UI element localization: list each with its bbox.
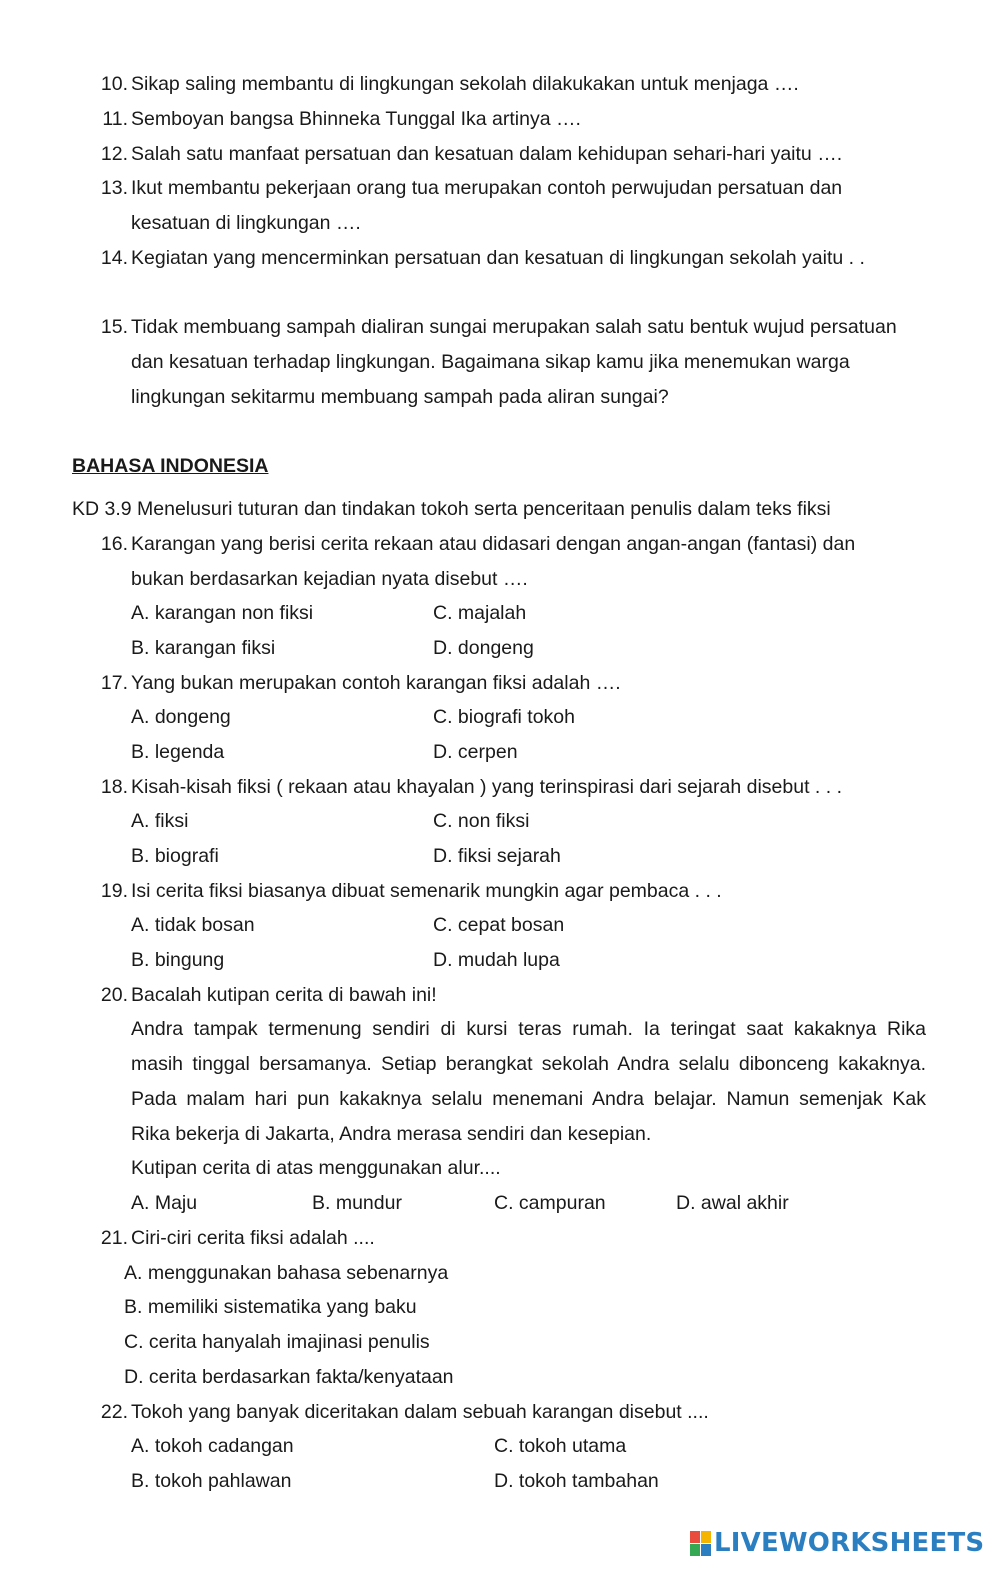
option-c[interactable]: C. majalah [433,602,527,624]
question-number: 18. [100,776,128,798]
option-c[interactable]: C. campuran [494,1192,606,1214]
logo-icon [690,1531,711,1556]
option-b[interactable]: B. memiliki sistematika yang baku [124,1296,417,1318]
question-number: 15. [100,316,128,338]
question-number: 16. [100,533,128,555]
question-number: 10. [100,73,128,95]
option-d[interactable]: D. mudah lupa [433,949,560,971]
option-a[interactable]: A. tokoh cadangan [131,1435,294,1457]
passage-line: Andra tampak termenung sendiri di kursi teras rumah. Ia teringat saat kakaknya Rika [131,1018,926,1040]
question-text: Salah satu manfaat persatuan dan kesatuan dalam kehidupan sehari-hari yaitu …. [131,143,843,165]
option-a[interactable]: A. karangan non fiksi [131,602,314,624]
question-text: dan kesatuan terhadap lingkungan. Bagaimana sikap kamu jika menemukan warga [131,351,850,373]
option-d[interactable]: D. fiksi sejarah [433,845,561,867]
question-number: 20. [100,984,128,1006]
question-text: Bacalah kutipan cerita di bawah ini! [131,984,437,1006]
option-d[interactable]: D. tokoh tambahan [494,1470,659,1492]
passage-line: Pada malam hari pun kakaknya selalu menemani Andra belajar. Namun semenjak Kak [131,1088,926,1110]
question-number: 14. [100,247,128,269]
option-a[interactable]: A. menggunakan bahasa sebenarnya [124,1262,449,1284]
question-number: 22. [100,1401,128,1423]
option-a[interactable]: A. Maju [131,1192,198,1214]
option-a[interactable]: A. fiksi [131,810,189,832]
option-b[interactable]: B. bingung [131,949,225,971]
logo-square-icon [701,1544,711,1556]
question-text: Karangan yang berisi cerita rekaan atau didasari dengan angan-angan (fantasi) dan [131,533,856,555]
question-number: 21. [100,1227,128,1249]
option-b[interactable]: B. mundur [312,1192,402,1214]
question-text: Semboyan bangsa Bhinneka Tunggal Ika artinya …. [131,108,581,130]
option-c[interactable]: C. cepat bosan [433,914,565,936]
option-b[interactable]: B. biografi [131,845,219,867]
question-text: Ikut membantu pekerjaan orang tua merupakan contoh perwujudan persatuan dan [131,177,843,199]
option-b[interactable]: B. legenda [131,741,225,763]
logo-square-icon [701,1531,711,1543]
question-number: 12. [100,143,128,165]
section-heading: BAHASA INDONESIA [72,455,269,477]
option-c[interactable]: C. biografi tokoh [433,706,575,728]
question-number: 13. [100,177,128,199]
question-number: 17. [100,672,128,694]
question-text: Isi cerita fiksi biasanya dibuat semenarik mungkin agar pembaca . . . [131,880,722,902]
question-number: 19. [100,880,128,902]
logo-square-icon [690,1531,700,1543]
option-b[interactable]: B. karangan fiksi [131,637,276,659]
question-text: Ciri-ciri cerita fiksi adalah .... [131,1227,375,1249]
question-text: Yang bukan merupakan contoh karangan fiksi adalah …. [131,672,621,694]
option-c[interactable]: C. tokoh utama [494,1435,627,1457]
question-text: Kegiatan yang mencerminkan persatuan dan kesatuan di lingkungan sekolah yaitu . . [131,247,865,269]
option-d[interactable]: D. awal akhir [676,1192,789,1214]
liveworksheets-logo[interactable] [690,1526,984,1560]
question-text: Tidak membuang sampah dialiran sungai merupakan salah satu bentuk wujud persatuan [131,316,897,338]
option-c[interactable]: C. non fiksi [433,810,530,832]
option-a[interactable]: A. tidak bosan [131,914,255,936]
question-text: kesatuan di lingkungan …. [131,212,361,234]
question-text: Tokoh yang banyak diceritakan dalam sebuah karangan disebut .... [131,1401,709,1423]
question-text: bukan berdasarkan kejadian nyata disebut …. [131,568,528,590]
kd-statement: KD 3.9 Menelusuri tuturan dan tindakan tokoh serta penceritaan penulis dalam teks fiksi [72,498,831,520]
question-text: Kisah-kisah fiksi ( rekaan atau khayalan ) yang terinspirasi dari sejarah disebut . . . [131,776,843,798]
question-text: lingkungan sekitarmu membuang sampah pada aliran sungai? [131,386,669,408]
option-d[interactable]: D. cerpen [433,741,518,763]
option-b[interactable]: B. tokoh pahlawan [131,1470,292,1492]
logo-text: LIVEWORKSHEETS [714,1528,985,1558]
option-c[interactable]: C. cerita hanyalah imajinasi penulis [124,1331,430,1353]
option-d[interactable]: D. dongeng [433,637,534,659]
logo-square-icon [690,1544,700,1556]
question-prompt: Kutipan cerita di atas menggunakan alur.... [131,1157,501,1179]
passage-line: Rika bekerja di Jakarta, Andra merasa sendiri dan kesepian. [131,1123,652,1145]
passage-line: masih tinggal bersamanya. Setiap berangkat sekolah Andra selalu dibonceng kakaknya. [131,1053,926,1075]
option-d[interactable]: D. cerita berdasarkan fakta/kenyataan [124,1366,454,1388]
option-a[interactable]: A. dongeng [131,706,231,728]
question-number: 11. [102,108,128,130]
question-text: Sikap saling membantu di lingkungan sekolah dilakukakan untuk menjaga …. [131,73,799,95]
